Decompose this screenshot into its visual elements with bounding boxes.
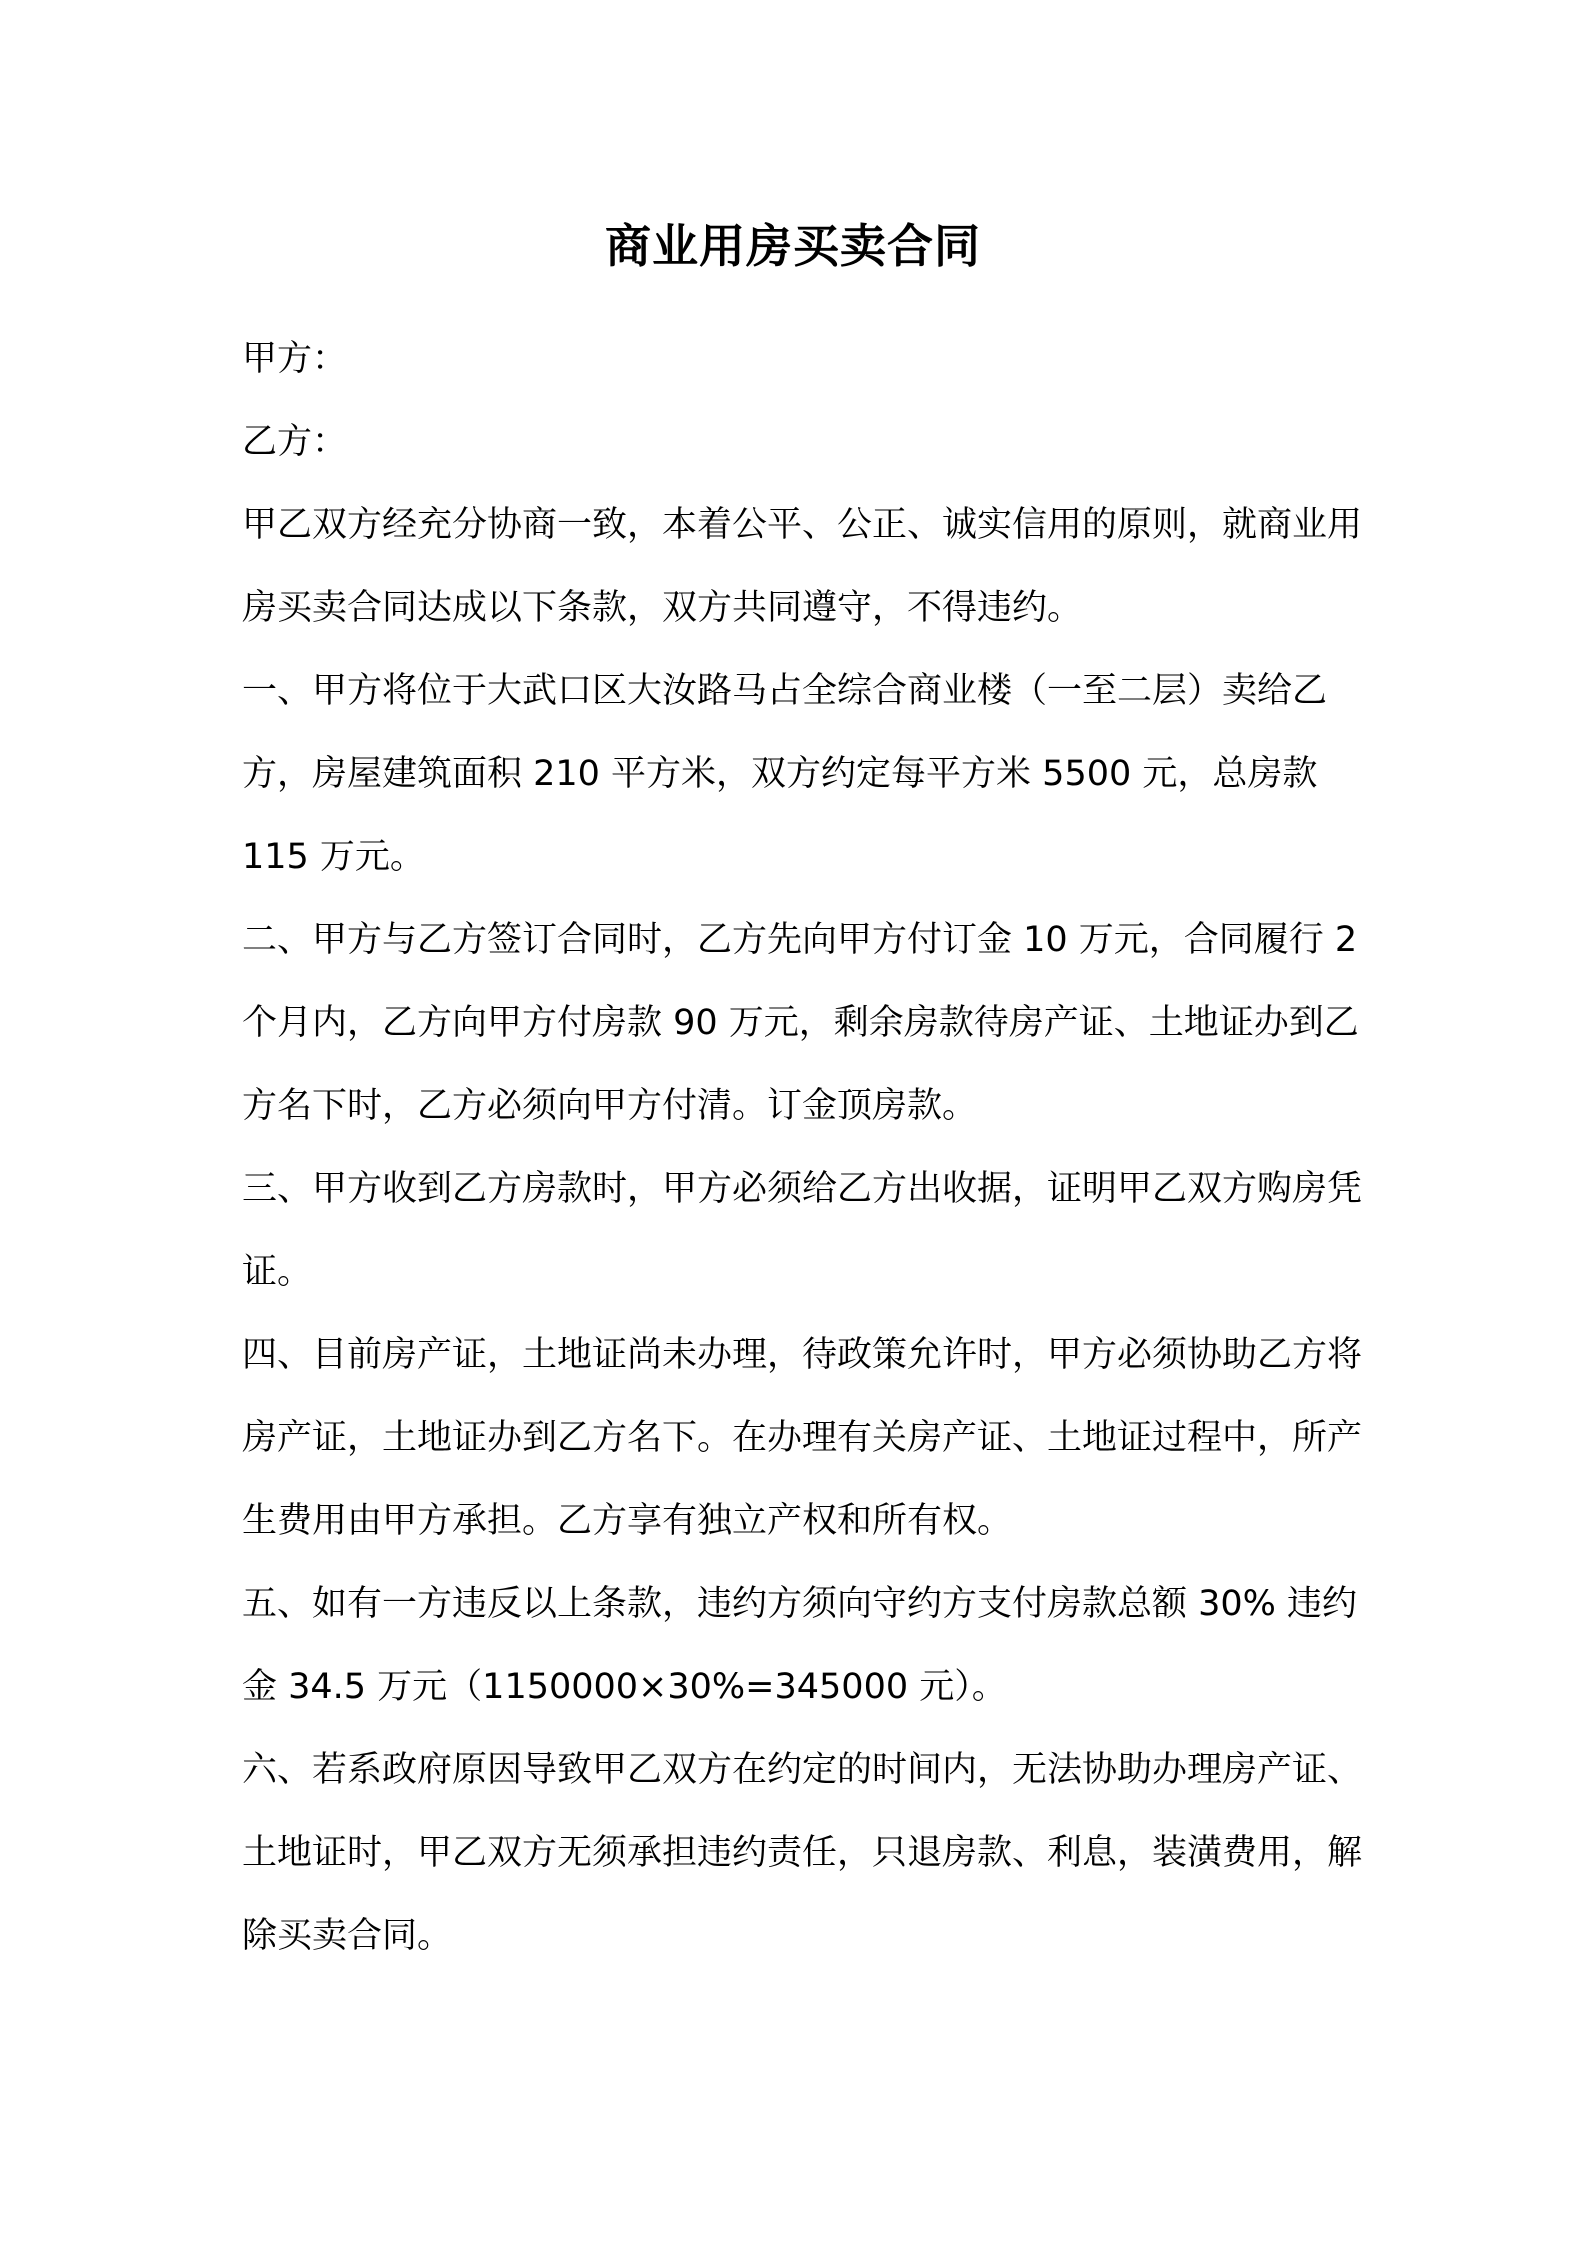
- party-b-line: 乙方：: [242, 422, 348, 462]
- clause-6: 六、若系政府原因导致甲乙双方在约定的时间内，无法协助办理房产证、土地证时，甲乙双方无须承担违约责任，只退房款、利息，装潢费用，解除买卖合同。: [242, 1750, 1363, 1956]
- clause-2: 二、甲方与乙方签订合同时，乙方先向甲方付订金 10 万元，合同履行 2 个月内，乙方向甲方付房款 90 万元，剩余房款待房产证、土地证办到乙方名下时，乙方必须向甲方付清。订金顶房款。: [242, 920, 1359, 1126]
- intro-paragraph: 甲乙双方经充分协商一致，本着公平、公正、诚实信用的原则，就商业用房买卖合同达成以下条款，双方共同遵守，不得违约。: [242, 505, 1363, 628]
- clause-3: 三、甲方收到乙方房款时，甲方必须给乙方出收据，证明甲乙双方购房凭证。: [242, 1169, 1363, 1292]
- document-body: [242, 318, 1362, 1978]
- clause-5: 五、如有一方违反以上条款，违约方须向守约方支付房款总额 30% 违约金 34.5 万元（1150000×30%=345000 元）。: [242, 1584, 1358, 1707]
- clause-4: 四、目前房产证，土地证尚未办理，待政策允许时，甲方必须协助乙方将房产证，土地证办到乙方名下。在办理有关房产证、土地证过程中，所产生费用由甲方承担。乙方享有独立产权和所有权。: [242, 1335, 1363, 1541]
- document-title: 商业用房买卖合同: [605, 219, 981, 273]
- party-a-line: 甲方：: [242, 339, 348, 379]
- clause-1: 一、甲方将位于大武口区大汝路马占全综合商业楼（一至二层）卖给乙方，房屋建筑面积 210 平方米，双方约定每平方米 5500 元，总房款 115 万元。: [242, 671, 1328, 877]
